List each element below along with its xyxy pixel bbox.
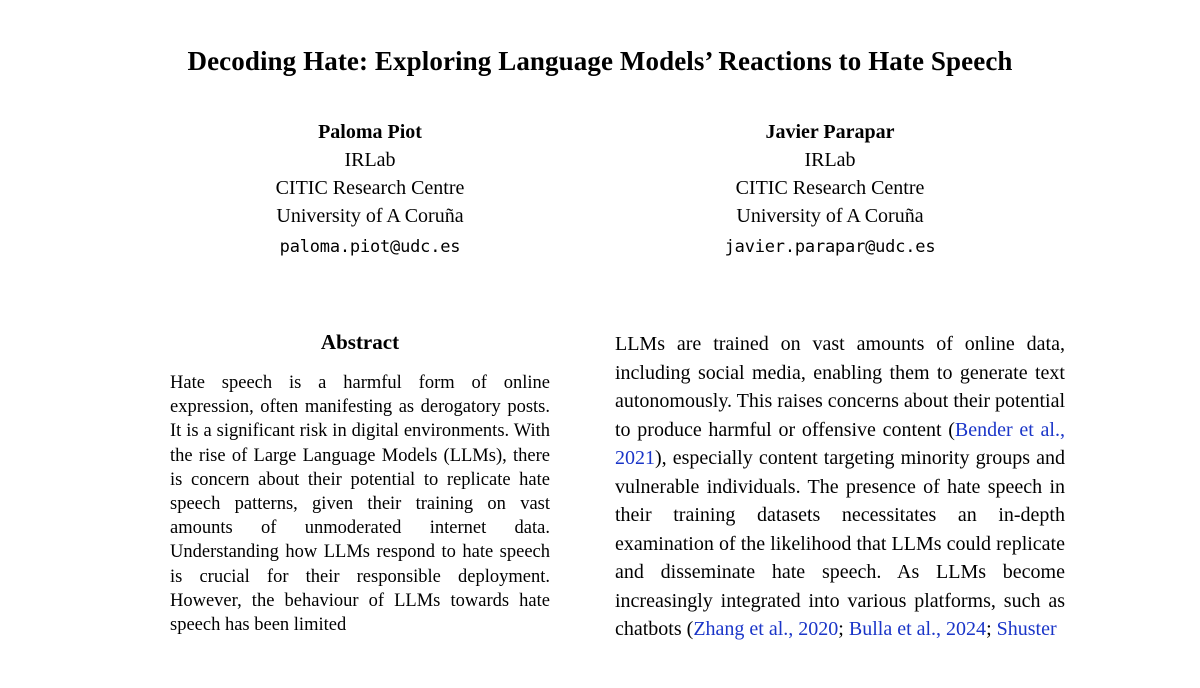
abstract-heading: Abstract [320, 330, 400, 354]
author-name: Javier Parapar [765, 121, 895, 143]
author-list [140, 118, 1060, 261]
author-entry [630, 118, 1030, 261]
intro-text-part-3: ( [686, 618, 694, 640]
citation-link-shuster[interactable]: Shuster [996, 618, 1057, 640]
author-entry [170, 118, 570, 261]
two-column-body [170, 330, 1065, 644]
intro-text-part-2: ), especially content targeting minority groups and vulnerable individuals. The presence of hate speech in their training datasets necessitates an in-depth examination of the likelihood that LLMs could replicate and disseminate hate speech. As LLMs become increasingly integrated into various platforms, such as chatbots [615, 447, 1065, 640]
intro-column [615, 330, 1065, 644]
author-lab: IRLab [344, 149, 396, 171]
citation-separator-2: ; [986, 618, 997, 640]
citation-link-zhang[interactable]: Zhang et al., 2020 [693, 618, 839, 640]
citation-separator-1: ; [838, 618, 849, 640]
author-lab: IRLab [804, 149, 856, 171]
abstract-column [170, 330, 550, 644]
abstract-text: Hate speech is a harmful form of online expression, often manifesting as derogatory posts. It is a significant risk in digital environments. With the rise of Large Language Models (LLMs), there is concern about their potential to replicate hate speech patterns, given their training on vast amounts of unmoderated internet data. Understanding how LLMs respond to hate speech is crucial for their responsible deployment. However, the behaviour of LLMs towards hate speech has been limited [170, 373, 550, 636]
author-centre: CITIC Research Centre [275, 177, 465, 199]
author-university: University of A Coruña [736, 205, 924, 227]
author-email[interactable]: javier.parapar@udc.es [724, 237, 936, 257]
author-centre: CITIC Research Centre [735, 177, 925, 199]
page-bottom-clip [0, 648, 1200, 688]
author-email[interactable]: paloma.piot@udc.es [279, 237, 461, 257]
citation-link-bender[interactable]: Bender et al., 2021 [615, 418, 1065, 469]
page-title: Decoding Hate: Exploring Language Models’ Reactions to Hate Speech [187, 46, 1013, 76]
citation-link-bulla[interactable]: Bulla et al., 2024 [848, 618, 987, 640]
intro-paragraph [615, 330, 1065, 644]
author-university: University of A Coruña [276, 205, 464, 227]
author-name: Paloma Piot [318, 121, 422, 143]
intro-text-part-1: LLMs are trained on vast amounts of online data, including social media, enabling them to generate text autonomously. This raises concerns about their potential to produce harmful or offensive content ( [615, 333, 1065, 441]
